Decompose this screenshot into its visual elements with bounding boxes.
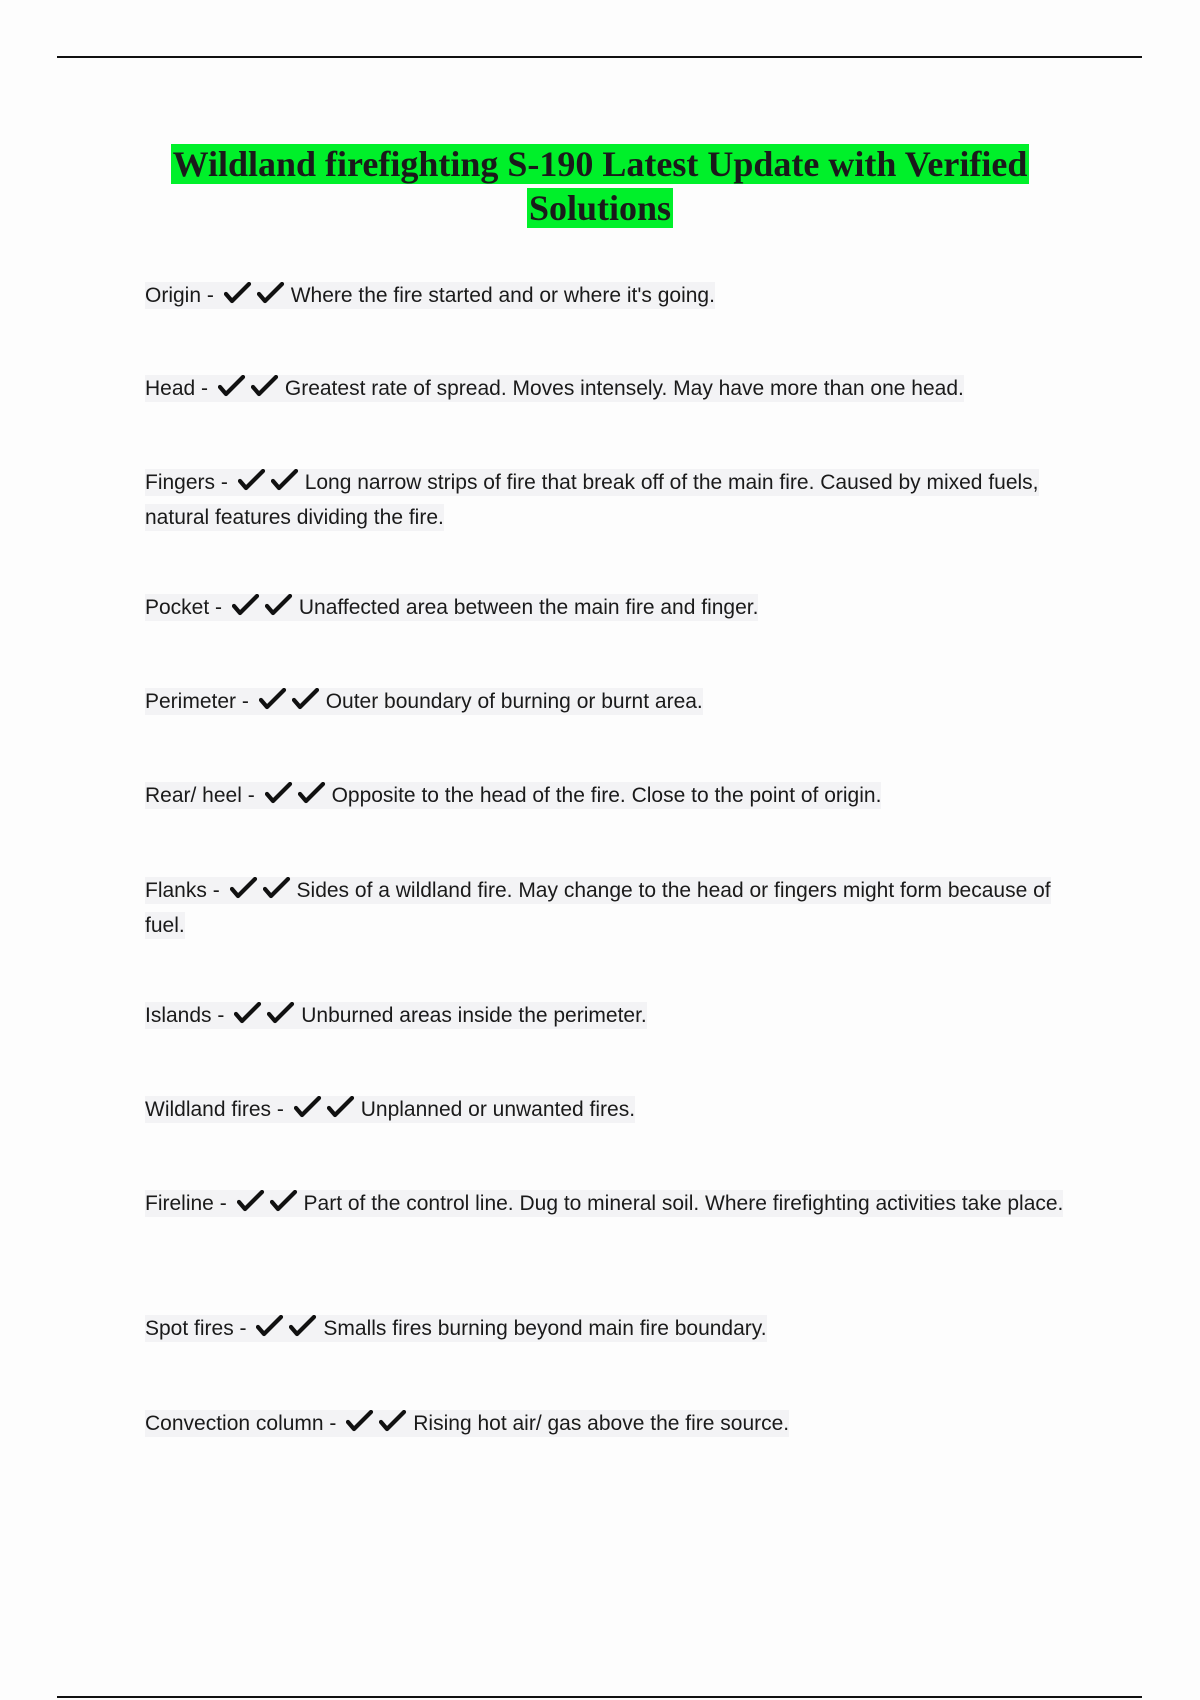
term: Wildland fires — [145, 1098, 272, 1121]
check-icon — [259, 688, 287, 712]
check-icon — [379, 1410, 407, 1434]
term: Fingers — [145, 471, 216, 494]
double-check-icon — [346, 1410, 407, 1443]
list-item: Rear/ heel - Opposite to the head of the fire. Close to the point of origin. — [145, 780, 1095, 815]
check-icon — [327, 1096, 355, 1120]
double-check-icon — [259, 688, 320, 721]
check-icon — [265, 594, 293, 618]
title-block — [100, 142, 1100, 230]
check-icon — [251, 375, 279, 399]
definition: Part of the control line. Dug to mineral soil. Where firefighting activities take place. — [303, 1192, 1064, 1215]
double-check-icon — [234, 1002, 295, 1035]
list-item: Head - Greatest rate of spread. Moves intensely. May have more than one head. — [145, 373, 1095, 408]
document-title: Wildland firefighting S-190 Latest Update with Verified Solutions — [172, 144, 1028, 228]
double-check-icon — [294, 1096, 355, 1129]
term: Spot fires — [145, 1317, 234, 1340]
term: Rear/ heel — [145, 784, 242, 807]
definition: Greatest rate of spread. Moves intensely. May have more than one head. — [284, 377, 964, 400]
double-check-icon — [232, 594, 293, 627]
definition: Long narrow strips of fire that break off of the main fire. Caused by mixed fuels, natural features dividing the fire. — [145, 471, 1039, 529]
check-icon — [237, 1190, 265, 1214]
definition: Unplanned or unwanted fires. — [360, 1098, 636, 1121]
definition: Where the fire started and or where it's going. — [290, 284, 715, 307]
definition: Unaffected area between the main fire and finger. — [298, 596, 759, 619]
double-check-icon — [238, 469, 299, 502]
check-icon — [257, 282, 285, 306]
list-item: Spot fires - Smalls fires burning beyond main fire boundary. — [145, 1313, 1095, 1348]
double-check-icon — [224, 282, 285, 315]
definition: Smalls fires burning beyond main fire boundary. — [323, 1317, 767, 1340]
check-icon — [270, 1190, 298, 1214]
list-item: Fingers - Long narrow strips of fire that break off of the main fire. Caused by mixed fuels, natural features dividing the fire. — [145, 471, 1039, 529]
check-icon — [238, 469, 266, 493]
top-rule — [57, 56, 1142, 58]
check-icon — [218, 375, 246, 399]
check-icon — [265, 782, 293, 806]
term: Fireline — [145, 1192, 214, 1215]
check-icon — [256, 1315, 284, 1339]
term: Convection column — [145, 1412, 324, 1435]
term: Flanks — [145, 879, 207, 902]
definition: Outer boundary of burning or burnt area. — [325, 690, 703, 713]
double-check-icon — [230, 877, 291, 910]
definition: Rising hot air/ gas above the fire source. — [413, 1412, 790, 1435]
double-check-icon — [265, 782, 326, 815]
bottom-rule — [57, 1696, 1142, 1698]
double-check-icon — [218, 375, 279, 408]
term: Perimeter — [145, 690, 237, 713]
check-icon — [232, 594, 260, 618]
list-item: Fireline - Part of the control line. Dug to mineral soil. Where firefighting activities take place. — [145, 1188, 1095, 1223]
list-item: Convection column - Rising hot air/ gas above the fire source. — [145, 1408, 1095, 1443]
list-item: Islands - Unburned areas inside the perimeter. — [145, 1000, 1095, 1035]
check-icon — [292, 688, 320, 712]
check-icon — [271, 469, 299, 493]
check-icon — [263, 877, 291, 901]
list-item: Pocket - Unaffected area between the main fire and finger. — [145, 592, 1095, 627]
definition: Opposite to the head of the fire. Close to the point of origin. — [331, 784, 882, 807]
term: Pocket — [145, 596, 210, 619]
definition: Unburned areas inside the perimeter. — [301, 1004, 647, 1027]
check-icon — [230, 877, 258, 901]
check-icon — [298, 782, 326, 806]
double-check-icon — [256, 1315, 317, 1348]
list-item: Wildland fires - Unplanned or unwanted fires. — [145, 1094, 1095, 1129]
check-icon — [234, 1002, 262, 1026]
check-icon — [346, 1410, 374, 1434]
term: Head — [145, 377, 196, 400]
list-item: Origin - Where the fire started and or where it's going. — [145, 280, 1095, 315]
double-check-icon — [237, 1190, 298, 1223]
list-item: Perimeter - Outer boundary of burning or burnt area. — [145, 686, 1095, 721]
list-item: Flanks - Sides of a wildland fire. May change to the head or fingers might form because of fuel. — [145, 879, 1051, 937]
check-icon — [267, 1002, 295, 1026]
check-icon — [294, 1096, 322, 1120]
check-icon — [289, 1315, 317, 1339]
term: Islands — [145, 1004, 212, 1027]
definition: Sides of a wildland fire. May change to the head or fingers might form because of fuel. — [145, 879, 1051, 937]
term: Origin — [145, 284, 202, 307]
check-icon — [224, 282, 252, 306]
